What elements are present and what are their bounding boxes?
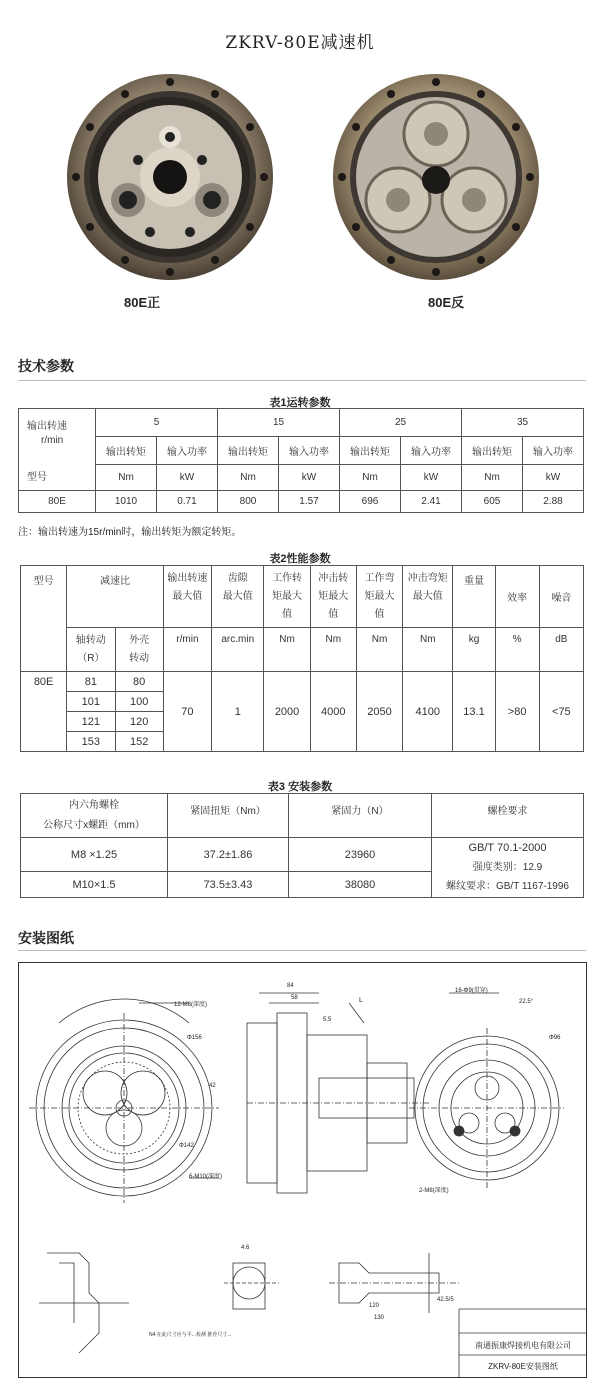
table1 <box>18 408 584 513</box>
label-holes12: 12-M8(深度) <box>174 1002 208 1008</box>
photo-front-label: 80E正 <box>124 295 161 310</box>
label-dim55: 5.5 <box>323 1017 332 1023</box>
table1-sub: 输出转矩 <box>340 437 401 465</box>
table1-sub: 输入功率 <box>523 437 584 465</box>
label-holes16: 16-Φ9(贯穿) <box>455 988 488 994</box>
table-row: 101 100 <box>21 692 584 712</box>
photo-front <box>60 72 280 282</box>
table1-sub: 输出转矩 <box>462 437 523 465</box>
label-note: N4 在此尺寸应与平...检测 推荐尺寸... <box>149 1332 232 1338</box>
installation-drawing <box>18 962 587 1378</box>
label-d156: Φ156 <box>187 1035 202 1041</box>
table1-unit: kW <box>279 465 340 491</box>
divider <box>18 380 586 381</box>
drawing-details <box>39 1253 459 1353</box>
table3-caption: 表3 安装参数 <box>267 781 333 793</box>
table1-sub: 输出转矩 <box>218 437 279 465</box>
table-row: 80E 81 80 70 1 2000 4000 2050 4100 13.1 >80 <75 <box>21 672 584 692</box>
table1-unit: Nm <box>96 465 157 491</box>
table1-unit: kW <box>401 465 462 491</box>
table1-speed: 15 <box>218 409 340 437</box>
section-title-tech: 技术参数 <box>18 358 74 374</box>
table1-unit: Nm <box>462 465 523 491</box>
drawing-name: ZKRV-80E安装图纸 <box>488 1362 558 1371</box>
table1-sub: 输入功率 <box>401 437 462 465</box>
table1-corner: 输出转速 r/min 型号 <box>19 409 96 491</box>
label-dim58: 58 <box>291 995 298 1001</box>
table-row: 80E 1010 0.71 800 1.57 696 2.41 605 2.88 <box>19 491 584 513</box>
table1-unit: kW <box>157 465 218 491</box>
table1-caption: 表1运转参数 <box>269 397 331 409</box>
section-title-drawing: 安装图纸 <box>18 930 74 946</box>
table1-speed: 5 <box>96 409 218 437</box>
photo-back-label: 80E反 <box>428 295 465 310</box>
table2: 型号 减速比 输出转速 最大值 齿隙 最大值 工作转 矩最大 值 冲击转 矩最大 值 工作弯 矩最大 值 冲击弯矩 最大值 重量 效率 噪音 轴转动 （R） 外壳 转动 r/min arc.min Nm Nm Nm Nm kg % dB 80E 81 80 70 1 2000 4000 2050 4100 13.1 >80 <75 101 100 121 120 153 152 <box>20 565 584 752</box>
table1-sub: 输入功率 <box>157 437 218 465</box>
label-holes2: 2-M8(深度) <box>419 1188 449 1194</box>
table3: 内六角螺栓 公称尺寸x螺距（mm） 紧固扭矩（Nm） 紧固力（N） 螺栓要求 M8 ×1.25 37.2±1.86 23960 GB/T 70.1-2000 强度类别：12.9 螺纹要求：GB/T 1167-1996 M10×1.5 73.5±3.43 38080 <box>20 793 584 898</box>
label-dim84: 84 <box>287 983 294 989</box>
table1-unit: Nm <box>218 465 279 491</box>
table-row: M8 ×1.25 37.2±1.86 23960 GB/T 70.1-2000 强度类别：12.9 螺纹要求：GB/T 1167-1996 <box>21 838 584 872</box>
page-title: ZKRV-80E减速机 <box>225 33 375 53</box>
table-row: 153 152 <box>21 732 584 752</box>
label-dim120: 120 <box>369 1303 380 1309</box>
table1-note: 注：输出转速为15r/min时，输出转矩为额定转矩。 <box>18 527 242 538</box>
table-row: 121 120 <box>21 712 584 732</box>
label-dim130: 130 <box>374 1315 385 1321</box>
table2-caption: 表2性能参数 <box>269 553 331 565</box>
label-dim425: 42.5/5 <box>437 1297 454 1303</box>
label-dim46: 4.6 <box>241 1245 250 1251</box>
company-name: 南通振康焊接机电有限公司 <box>475 1341 571 1350</box>
label-d42: 42 <box>209 1083 216 1089</box>
table1-speed: 35 <box>462 409 584 437</box>
label-d142: Φ142 <box>179 1143 194 1149</box>
table1-speed: 25 <box>340 409 462 437</box>
label-d96: Φ96 <box>549 1035 561 1041</box>
label-holes6: 6-M10(深度) <box>189 1174 223 1180</box>
divider <box>18 950 586 951</box>
drawing-rear-view <box>409 993 564 1188</box>
label-dim225: 22.5° <box>519 999 534 1005</box>
table1-sub: 输入功率 <box>279 437 340 465</box>
table1-sub: 输出转矩 <box>96 437 157 465</box>
table-row: M10×1.5 73.5±3.43 38080 <box>21 872 584 898</box>
table1-unit: Nm <box>340 465 401 491</box>
table1-unit: kW <box>523 465 584 491</box>
photo-back <box>326 72 546 282</box>
drawing-side-view <box>247 993 429 1193</box>
label-dimL: L <box>359 997 363 1004</box>
